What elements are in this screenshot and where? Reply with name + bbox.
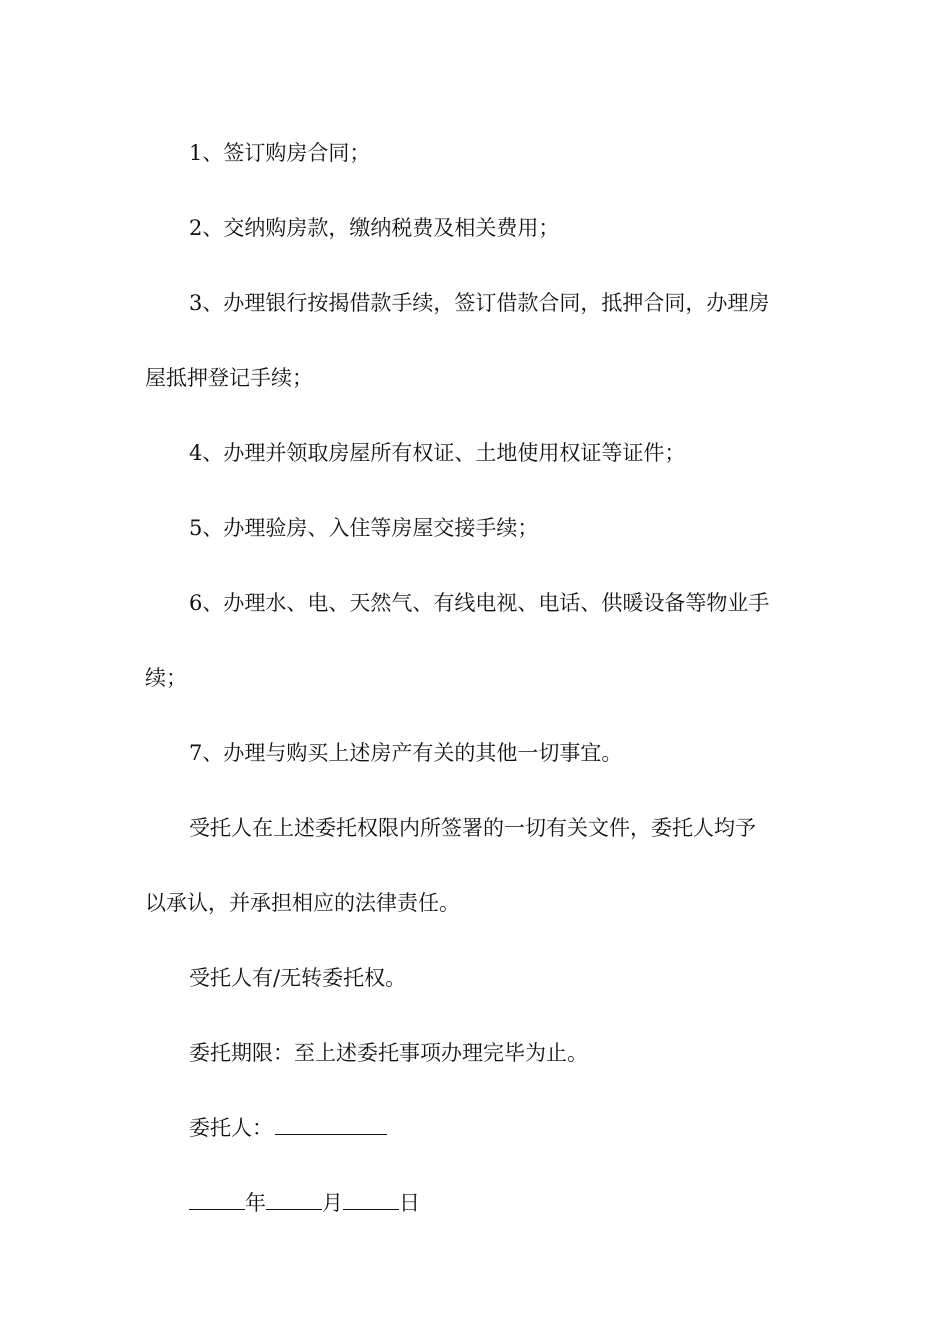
responsibility-paragraph: 受托人在上述委托权限内所签署的一切有关文件，委托人均予 (189, 816, 756, 840)
year-blank[interactable] (189, 1183, 245, 1210)
year-label: 年 (245, 1191, 266, 1215)
clause-5: 5、办理验房、入住等房屋交接手续； (189, 516, 539, 540)
day-blank[interactable] (343, 1183, 399, 1210)
day-label: 日 (399, 1191, 420, 1215)
clause-3: 3、办理银行按揭借款手续，签订借款合同，抵押合同，办理房 (189, 291, 770, 315)
responsibility-paragraph-continued: 以承认，并承担相应的法律责任。 (145, 891, 460, 915)
principal-signature-blank[interactable] (275, 1108, 387, 1135)
sub-delegation-statement: 受托人有/无转委托权。 (189, 966, 407, 990)
clause-4: 4、办理并领取房屋所有权证、土地使用权证等证件； (189, 441, 686, 465)
clause-6-continued: 续； (145, 666, 187, 690)
month-blank[interactable] (266, 1183, 322, 1210)
document-body (145, 132, 813, 1257)
clause-7: 7、办理与购买上述房产有关的其他一切事宜。 (189, 741, 623, 765)
clause-1: 1、签订购房合同； (189, 141, 371, 165)
date-line (145, 1182, 813, 1257)
clause-6: 6、办理水、电、天然气、有线电视、电话、供暖设备等物业手 (189, 591, 770, 615)
delegation-period: 委托期限：至上述委托事项办理完毕为止。 (189, 1041, 588, 1065)
clause-2: 2、交纳购房款，缴纳税费及相关费用； (189, 216, 560, 240)
clause-3-continued: 屋抵押登记手续； (145, 366, 313, 390)
principal-signature-line (145, 1107, 813, 1182)
principal-label: 委托人： (189, 1116, 273, 1140)
month-label: 月 (322, 1191, 343, 1215)
